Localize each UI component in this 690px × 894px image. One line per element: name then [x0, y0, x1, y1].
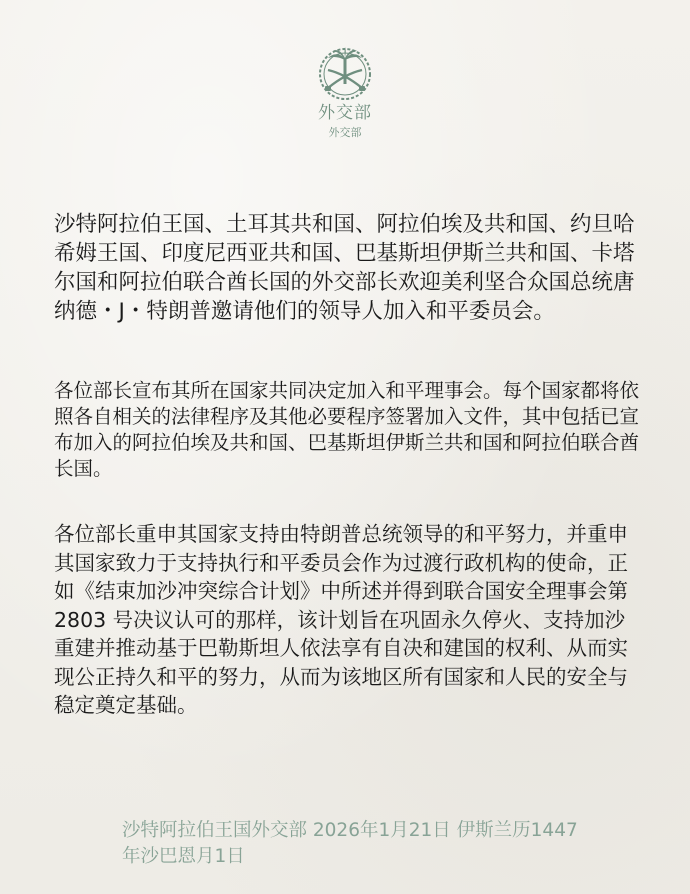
signature-dateline: 沙特阿拉伯王国外交部 2026年1月21日 伊斯兰历1447年沙巴恩月1日	[122, 820, 578, 867]
ministry-subtitle: 外交部	[328, 126, 362, 139]
statement-paragraph-2: 各位部长宣布其所在国家共同决定加入和平理事会。每个国家都将依照各自相关的法律程序及其他必要程序签署加入文件，其中包括已宣布加入的阿拉伯埃及共和国、巴基斯坦伊斯兰共和国和阿拉伯联合酋长国。	[54, 379, 640, 480]
letterhead	[0, 44, 690, 140]
ministry-title: 外交部	[318, 103, 372, 123]
saudi-emblem-palm-swords-icon	[314, 44, 376, 102]
statement-paragraph-3: 各位部长重申其国家支持由特朗普总统领导的和平努力，并重申其国家致力于支持执行和平委员会作为过渡行政机构的使命，正如《结束加沙冲突综合计划》中所述并得到联合国安全理事会第 2803 号决议认可的那样，该计划旨在巩固永久停火、支持加沙重建并推动基于巴勒斯坦人依法享有自决和建国的权利、从而实现公正持久和平的努力，从而为该地区所有国家和人民的安全与稳定奠定基础。	[54, 522, 628, 717]
statement-paragraph-1: 沙特阿拉伯王国、土耳其共和国、阿拉伯埃及共和国、约旦哈希姆王国、印度尼西亚共和国、巴基斯坦伊斯兰共和国、卡塔尔国和阿拉伯联合酋长国的外交部长欢迎美利坚合众国总统唐纳德・J・特朗普邀请他们的领导人加入和平委员会。	[54, 212, 635, 324]
